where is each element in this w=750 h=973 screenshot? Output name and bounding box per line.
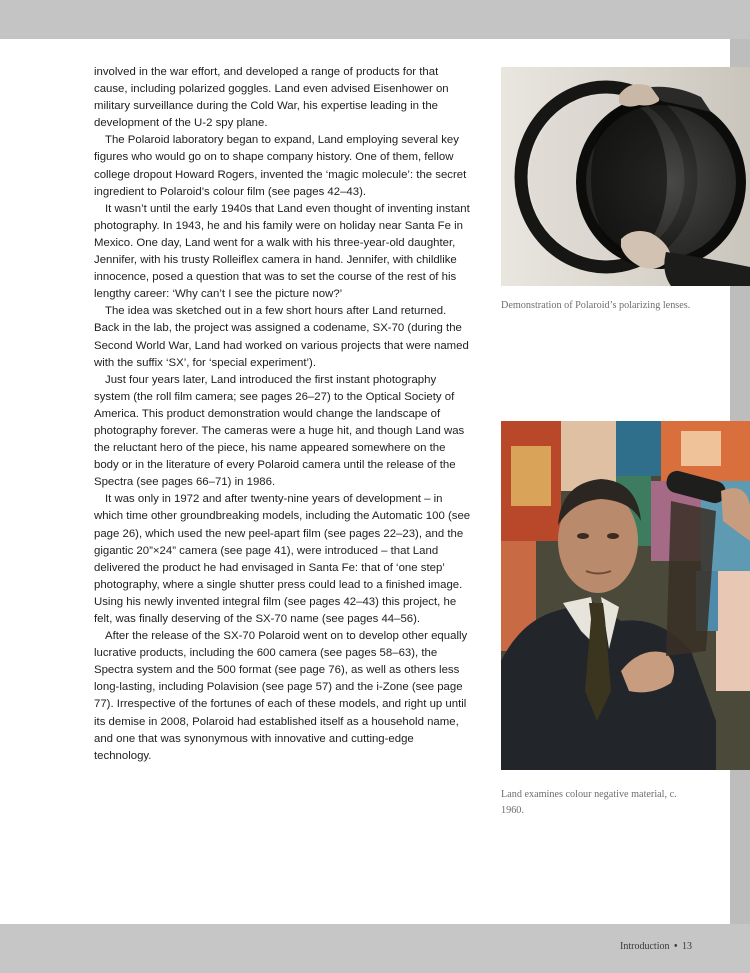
figure-caption: Demonstration of Polaroid’s polarizing lenses. xyxy=(501,300,691,311)
paragraph: involved in the war effort, and developed a range of products for that cause, including polarized goggles. Land even advised Eisenhower on military surveillance during the Cold War, his expertise leading in the development of the U-2 spy plane. xyxy=(94,66,449,130)
top-margin-band xyxy=(0,0,750,39)
figure-caption: Land examines colour negative material, c. 1960. xyxy=(501,789,677,816)
polarizing-lenses-photo xyxy=(501,67,750,286)
paragraph: The idea was sketched out in a few short hours after Land returned. Back in the lab, the project was assigned a codename, SX-70 (during the Second World War, Land had worked on various projects that were named with the suffix ‘SX’, for ‘special experiment’). xyxy=(94,305,469,369)
paragraph: After the release of the SX-70 Polaroid went on to develop other equally lucrative products, including the 600 camera (see pages 58–63), the Spectra system and the 500 format (see page 76), as well as others less long-lasting, including Polavision (see page 57) and the i-Zone (see page 77). Irrespective of the fortunes of each of these models, and right up until its demise in 2008, Polaroid had established itself as a household name, and one that was synonymous with innovative and cutting-edge technology. xyxy=(94,630,468,762)
land-portrait-photo xyxy=(501,421,750,770)
paragraph: Just four years later, Land introduced the first instant photography system (the roll film camera; see pages 26–27) to the Optical Society of America. This product demonstration would change the landscape of photography forever. The cameras were a huge hit, and though Land was the reluctant hero of the piece, his name appeared somewhere on the body or in the literature of every Polaroid camera until the release of the Spectra (see pages 66–71) in 1986. xyxy=(94,373,465,489)
page-footer xyxy=(620,941,692,952)
paragraph: It wasn’t until the early 1940s that Land even thought of inventing instant photography. In 1943, he and his family were on holiday near Santa Fe in Mexico. One day, Land went for a walk with his three-year-old daughter, Jennifer, with his trusty Rolleiflex camera in hand. Jennifer, with childlike innocence, posed a question that was to set the course of the rest of his lengthy career: ‘Why can’t I see the picture now?’ xyxy=(94,202,470,301)
page-number: 13 xyxy=(682,941,692,952)
body-text-column xyxy=(94,64,472,765)
footer-separator: • xyxy=(673,941,678,952)
paragraph: It was only in 1972 and after twenty-nine years of development – in which time other groundbreaking models, including the Automatic 100 (see page 26), which used the new peel-apart film (see pages 22–23), and the gigantic 20”×24” camera (see page 41), were introduced – that Land delivered the product he had envisaged in Santa Fe: that of ‘one step’ photography, where a single shutter press could lead to a finished image. Using his newly invented integral film (see pages 42–43) this project, he felt, was finally deserving of the SX-70 name (see pages 44–56). xyxy=(94,493,471,625)
paragraph: The Polaroid laboratory began to expand, Land employing several key figures who would go on to shape company history. One of them, fellow college dropout Howard Rogers, invented the ‘magic molecule’: the secret ingredient to Polaroid’s colour film (see pages 42–43). xyxy=(94,134,467,198)
section-name: Introduction xyxy=(620,941,670,952)
